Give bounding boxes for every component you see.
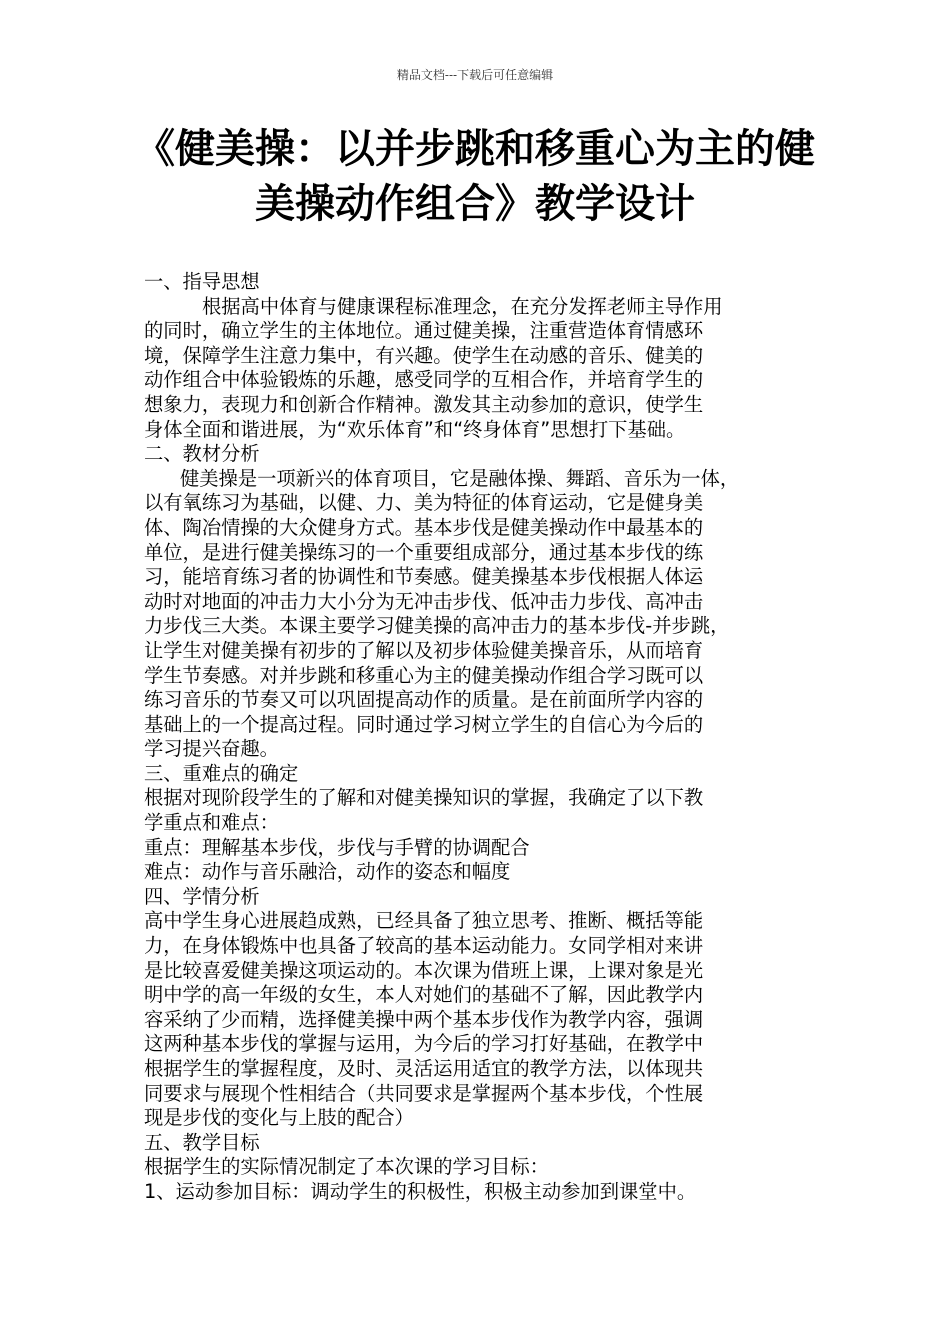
paragraph-line: 现是步伐的变化与上肢的配合） xyxy=(144,1106,414,1130)
paragraph-line: 习，能培育练习者的协调性和节奏感。健美操基本步伐根据人体运 xyxy=(144,565,704,589)
paragraph-line: 学生节奏感。对并步跳和移重心为主的健美操动作组合学习既可以 xyxy=(144,663,704,687)
difficulty-line: 难点：动作与音乐融洽，动作的姿态和幅度 xyxy=(144,860,511,884)
section-heading-student-analysis: 四、学情分析 xyxy=(144,884,260,908)
paragraph-line: 体、陶冶情操的大众健身方式。基本步伐是健美操动作中最基本的 xyxy=(144,515,704,539)
paragraph-line: 根据高中体育与健康课程标准理念，在充分发挥老师主导作用 xyxy=(202,294,723,318)
paragraph-line: 学习提兴奋趣。 xyxy=(144,737,279,761)
paragraph-line: 力步伐三大类。本课主要学习健美操的高冲击力的基本步伐-并步跳， xyxy=(144,614,730,638)
paragraph-line: 单位，是进行健美操练习的一个重要组成部分，通过基本步伐的练 xyxy=(144,540,704,564)
paragraph-line: 基础上的一个提高过程。同时通过学习树立学生的自信心为今后的 xyxy=(144,712,704,736)
paragraph-line: 想象力，表现力和创新合作精神。激发其主动参加的意识，使学生 xyxy=(144,392,704,416)
header-note: 精品文档---下载后可任意编辑 xyxy=(396,68,554,82)
paragraph-line: 健美操是一项新兴的体育项目，它是融体操、舞蹈、音乐为一体， xyxy=(180,466,740,490)
paragraph-line: 以有氧练习为基础，以健、力、美为特征的体育运动，它是健身美 xyxy=(144,491,704,515)
paragraph-line: 力，在身体锻炼中也具备了较高的基本运动能力。女同学相对来讲 xyxy=(144,934,704,958)
section-heading-key-points: 三、重难点的确定 xyxy=(144,761,299,785)
paragraph-line: 学重点和难点： xyxy=(144,811,279,835)
paragraph-line: 明中学的高一年级的女生，本人对她们的基础不了解，因此教学内 xyxy=(144,983,704,1007)
paragraph-line: 根据学生的掌握程度，及时、灵活运用适宜的教学方法，以体现共 xyxy=(144,1057,704,1080)
section-heading-teaching-goals: 五、教学目标 xyxy=(144,1130,260,1154)
paragraph-line: 根据对现阶段学生的了解和对健美操知识的掌握，我确定了以下教 xyxy=(144,786,704,810)
goal-item-1: 1、运动参加目标：调动学生的积极性，积极主动参加到课堂中。 xyxy=(144,1179,697,1203)
document-body xyxy=(144,270,834,1205)
paragraph-line: 容采纳了少而精，选择健美操中两个基本步伐作为教学内容，强调 xyxy=(144,1007,704,1031)
paragraph-line: 练习音乐的节奏又可以巩固提高动作的质量。是在前面所学内容的 xyxy=(144,688,704,712)
title-line-1: 《健美操：以并步跳和移重心为主的健 xyxy=(135,126,815,172)
paragraph-line: 动作组合中体验锻炼的乐趣，感受同学的互相合作，并培育学生的 xyxy=(144,368,704,392)
paragraph-line: 是比较喜爱健美操这项运动的。本次课为借班上课，上课对象是光 xyxy=(144,958,704,982)
section-heading-material-analysis: 二、教材分析 xyxy=(144,442,260,466)
paragraph-line: 高中学生身心进展趋成熟，已经具备了独立思考、推断、概括等能 xyxy=(144,909,704,933)
paragraph-line: 同要求与展现个性相结合（共同要求是掌握两个基本步伐，个性展 xyxy=(144,1081,704,1105)
paragraph-line: 动时对地面的冲击力大小分为无冲击步伐、低冲击力步伐、高冲击 xyxy=(144,589,704,613)
paragraph-line: 身体全面和谐进展，为“欢乐体育”和“终身体育”思想打下基础。 xyxy=(144,417,686,441)
paragraph-line: 的同时，确立学生的主体地位。通过健美操，注重营造体育情感环 xyxy=(144,319,704,343)
paragraph-line: 境，保障学生注意力集中，有兴趣。使学生在动感的音乐、健美的 xyxy=(144,343,704,367)
paragraph-line: 根据学生的实际情况制定了本次课的学习目标： xyxy=(144,1155,549,1179)
section-heading-guiding-ideology: 一、指导思想 xyxy=(144,270,260,293)
document-title xyxy=(120,122,830,232)
title-line-2: 美操动作组合》教学设计 xyxy=(255,181,695,227)
paragraph-line: 这两种基本步伐的掌握与运用，为今后的学习打好基础，在教学中 xyxy=(144,1032,704,1056)
key-point-line: 重点：理解基本步伐，步伐与手臂的协调配合 xyxy=(144,835,530,859)
paragraph-line: 让学生对健美操有初步的了解以及初步体验健美操音乐，从而培育 xyxy=(144,638,704,662)
